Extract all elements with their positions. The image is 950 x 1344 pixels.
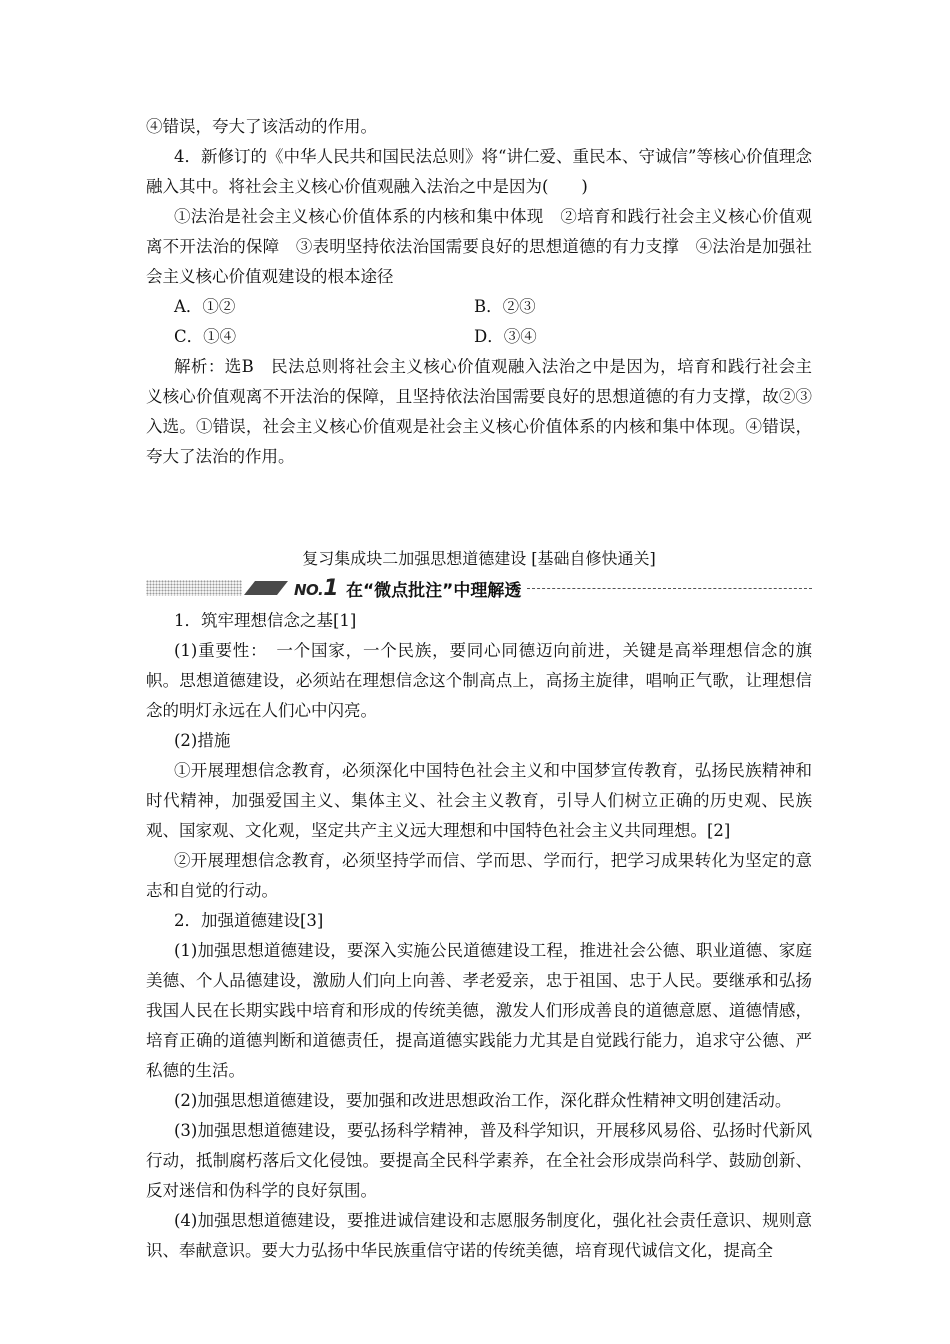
section-banner xyxy=(146,576,812,600)
analysis-paragraph: 解析：选B 民法总则将社会主义核心价值观融入法治之中是因为，培育和践行社会主义核心价值观离不开法治的保障，且坚持依法治国需要良好的思想道德的有力支撑，故②③入选。①错误，社会主义核心价值观是社会主义核心价值体系的内核和集中体现。④错误，夸大了法治的作用。 xyxy=(146,357,812,466)
heading-2: 2．加强道德建设[3] xyxy=(174,911,324,930)
dashed-rule xyxy=(527,588,812,589)
dotted-pattern xyxy=(146,580,242,596)
heading-1: 1．筑牢理想信念之基[1] xyxy=(174,611,357,630)
option-b: B．②③ xyxy=(474,297,536,316)
banner-number: NO.1 xyxy=(294,575,338,601)
document-page xyxy=(146,112,812,1266)
paragraph-moral-1: (1)加强思想道德建设，要深入实施公民道德建设工程，推进社会公德、职业道德、家庭美德、个人品德建设，激励人们向上向善、孝老爱亲，忠于祖国、忠于人民。要继承和弘扬我国人民在长期实践中培育和形成的传统美德，激发人们形成善良的道德意愿、道德情感，培育正确的道德判断和道德责任，提高道德实践能力尤其是自觉践行能力，追求守公德、严私德的生活。 xyxy=(146,941,812,1080)
paragraph-moral-2: (2)加强思想道德建设，要加强和改进思想政治工作，深化群众性精神文明创建活动。 xyxy=(174,1091,792,1110)
spacer xyxy=(146,472,812,544)
options-row-1 xyxy=(146,292,812,322)
banner-bar xyxy=(244,581,288,595)
subheading-measures: (2)措施 xyxy=(174,731,231,750)
question-4-statements: ①法治是社会主义核心价值体系的内核和集中体现 ②培育和践行社会主义核心价值观离不开法治的保障 ③表明坚持依法治国需要良好的思想道德的有力支撑 ④法治是加强社会主义核心价值观建设的根本途径 xyxy=(146,207,812,286)
question-4-stem: 4．新修订的《中华人民共和国民法总则》将“讲仁爱、重民本、守诚信”等核心价值理念融入其中。将社会主义核心价值观融入法治之中是因为( ) xyxy=(146,147,812,196)
option-a: A．①② xyxy=(174,297,236,316)
paragraph-moral-3: (3)加强思想道德建设，要弘扬科学精神，普及科学知识，开展移风易俗、弘扬时代新风行动，抵制腐朽落后文化侵蚀。要提高全民科学素养，在全社会形成崇尚科学、鼓励创新、反对迷信和伪科学的良好氛围。 xyxy=(146,1121,812,1200)
banner-heading: 在“微点批注”中理解透 xyxy=(346,580,522,601)
options-row-2 xyxy=(146,322,812,352)
paragraph-importance: (1)重要性： 一个国家，一个民族，要同心同德迈向前进，关键是高举理想信念的旗帜。思想道德建设，必须站在理想信念这个制高点上，高扬主旋律，唱响正气歌，让理想信念的明灯永远在人们心中闪亮。 xyxy=(146,641,812,720)
option-d: D．③④ xyxy=(474,327,537,346)
paragraph-moral-4: (4)加强思想道德建设，要推进诚信建设和志愿服务制度化，强化社会责任意识、规则意识、奉献意识。要大力弘扬中华民族重信守诺的传统美德，培育现代诚信文化，提高全 xyxy=(146,1211,812,1260)
paragraph-measure-2: ②开展理想信念教育，必须坚持学而信、学而思、学而行，把学习成果转化为坚定的意志和自觉的行动。 xyxy=(146,851,812,900)
paragraph-measure-1: ①开展理想信念教育，必须深化中国特色社会主义和中国梦宣传教育，弘扬民族精神和时代精神，加强爱国主义、集体主义、社会主义教育，引导人们树立正确的历史观、民族观、国家观、文化观，坚定共产主义远大理想和中国特色社会主义共同理想。[2] xyxy=(146,761,812,840)
section-title: 复习集成块二加强思想道德建设 [基础自修快通关] xyxy=(302,549,656,568)
option-c: C．①④ xyxy=(174,327,237,346)
text-line: ④错误，夸大了该活动的作用。 xyxy=(146,117,377,136)
